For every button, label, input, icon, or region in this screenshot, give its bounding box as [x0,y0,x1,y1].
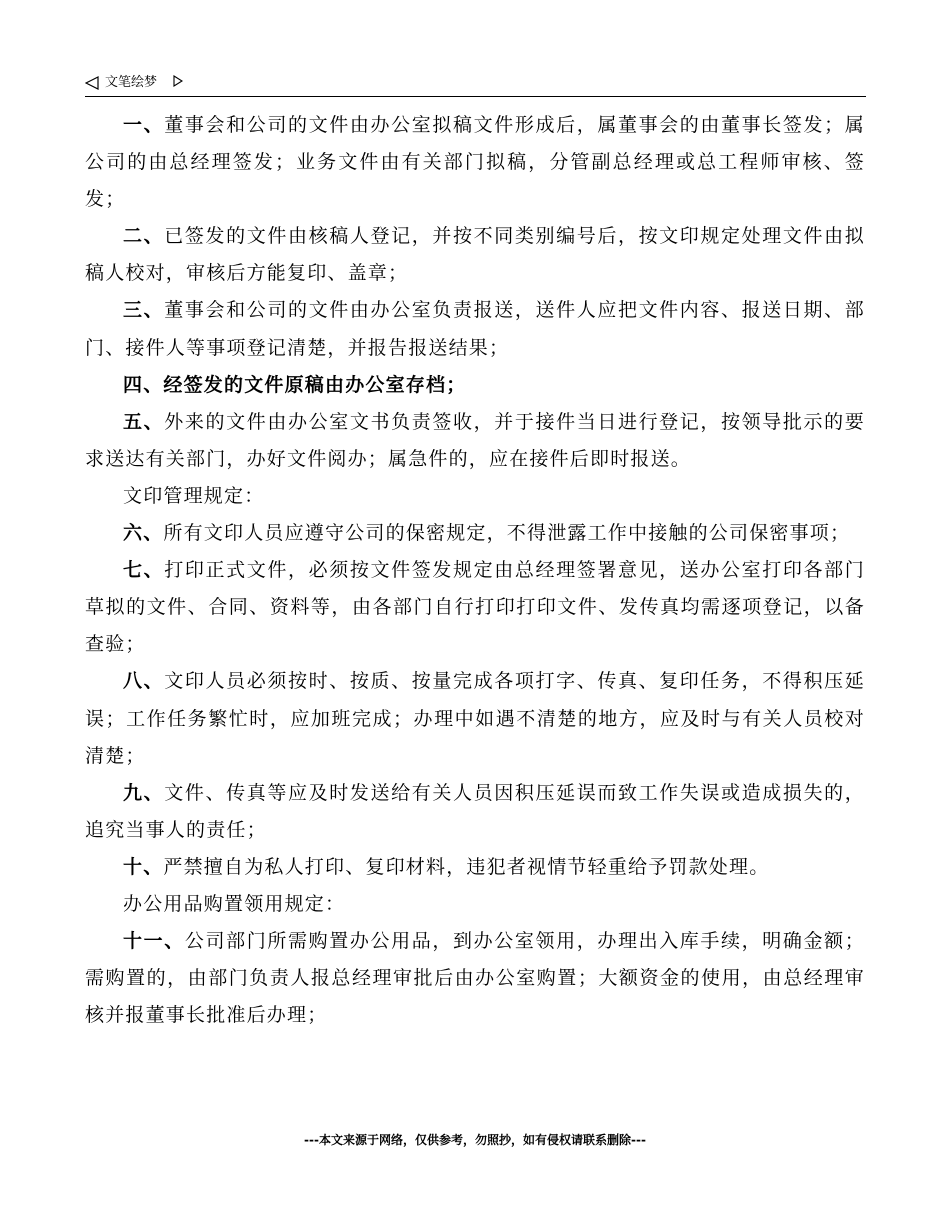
section-heading-printing [85,478,865,515]
paragraph-text: 董事会和公司的文件由办公室负责报送，送件人应把文件内容、报送日期、部门、接件人等事项登记清楚，并报告报送结果； [85,299,865,359]
paragraph-10 [85,849,865,886]
paragraph-lead: 九、 [123,781,165,804]
header-title: 文笔绘梦 [105,75,158,90]
paragraph-lead: 十一、 [123,930,185,953]
paragraph-11 [85,923,865,1034]
paragraph-text: 外来的文件由办公室文书负责签收，并于接件当日进行登记，按领导批示的要求送达有关部门，办好文件阅办；属急件的，应在接件后即时报送。 [85,410,865,470]
paragraph-lead: 四、 [123,373,164,396]
paragraph-lead: 三、 [123,299,165,322]
paragraph-8 [85,663,865,774]
paragraph-lead: 五、 [123,410,165,433]
triangle-left-icon [85,76,99,90]
paragraph-1 [85,107,865,218]
document-body [85,107,865,1034]
paragraph-text: 办公用品购置领用规定： [123,892,346,915]
paragraph-7 [85,552,865,663]
triangle-right-icon [173,75,183,87]
paragraph-3 [85,292,865,366]
paragraph-text: 文印人员必须按时、按质、按量完成各项打字、传真、复印任务，不得积压延误；工作任务繁忙时，应加班完成；办理中如遇不清楚的地方，应及时与有关人员校对清楚； [85,670,865,767]
paragraph-text: 已签发的文件由核稿人登记，并按不同类别编号后，按文印规定处理文件由拟稿人校对，审核后方能复印、盖章； [85,225,865,285]
paragraph-text: 经签发的文件原稿由办公室存档； [163,373,467,396]
paragraph-text: 公司部门所需购置办公用品，到办公室领用，办理出入库手续，明确金额；需购置的，由部门负责人报总经理审批后由办公室购置；大额资金的使用，由总经理审核并报董事长批准后办理； [85,930,865,1027]
paragraph-text: 董事会和公司的文件由办公室拟稿文件形成后，属董事会的由董事长签发；属公司的由总经理签发；业务文件由有关部门拟稿，分管副总经理或总工程师审核、签发； [85,114,865,211]
paragraph-lead: 八、 [123,670,165,693]
paragraph-4 [85,367,865,404]
paragraph-text: 文件、传真等应及时发送给有关人员因积压延误而致工作失误或造成损失的，追究当事人的责任； [85,781,865,841]
paragraph-9 [85,775,865,849]
paragraph-text: 所有文印人员应遵守公司的保密规定，不得泄露工作中接触的公司保密事项； [163,522,851,545]
paragraph-lead: 二、 [123,225,165,248]
paragraph-lead: 七、 [123,559,165,582]
paragraph-lead: 一、 [123,114,165,136]
paragraph-lead: 十、 [123,855,164,878]
paragraph-2 [85,218,865,292]
paragraph-text: 文印管理规定： [123,484,265,507]
paragraph-lead: 六、 [123,522,164,545]
paragraph-6 [85,515,865,552]
footer-disclaimer: ---本文来源于网络，仅供参考，勿照抄，如有侵权请联系删除--- [304,1133,646,1147]
paragraph-5 [85,404,865,478]
section-heading-office-supplies [85,886,865,923]
paragraph-text: 打印正式文件，必须按文件签发规定由总经理签署意见，送办公室打印各部门草拟的文件、合同、资料等，由各部门自行打印打印文件、发传真均需逐项登记，以备查验； [85,559,865,656]
page-header [85,72,866,97]
paragraph-text: 严禁擅自为私人打印、复印材料，违犯者视情节轻重给予罚款处理。 [163,855,770,878]
